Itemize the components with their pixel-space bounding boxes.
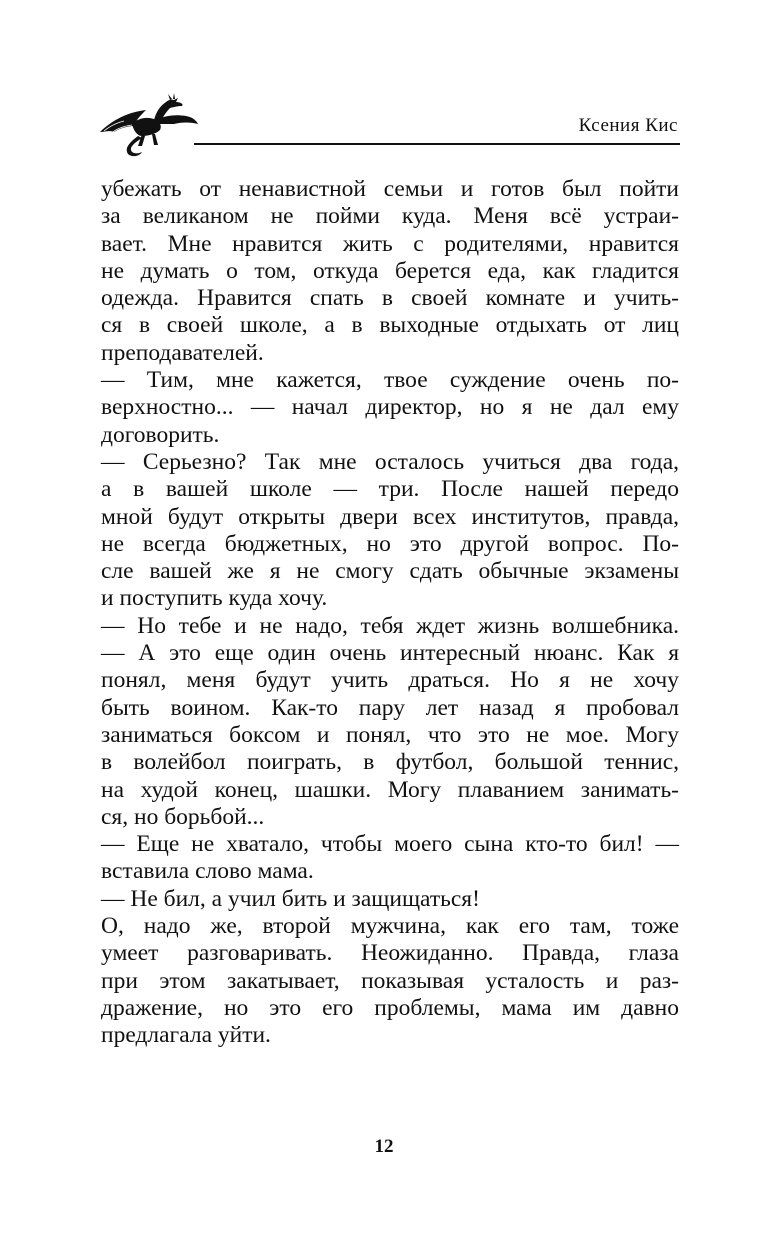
text-line: сле вашей же я не смогу сдать обычные экзамены bbox=[101, 558, 679, 585]
text-line: не всегда бюджетных, но это другой вопрос. По- bbox=[101, 530, 679, 557]
author-name: Ксения Кис bbox=[578, 115, 678, 136]
text-line: вставила слово мама. bbox=[101, 858, 314, 885]
text-line: — А это еще один очень интересный нюанс. Как я bbox=[101, 640, 679, 667]
header-rule bbox=[194, 143, 680, 145]
text-line: дражение, но это его проблемы, мама им давно bbox=[101, 994, 679, 1021]
text-line: за великаном не пойми куда. Меня всё устраи- bbox=[101, 203, 679, 230]
page-number: 12 bbox=[374, 1136, 394, 1157]
body-text bbox=[101, 176, 679, 1050]
text-line: — Не бил, а учил бить и защищаться! bbox=[101, 885, 480, 912]
text-line: понял, меня будут учить драться. Но я не хочу bbox=[101, 667, 679, 694]
text-line: на худой конец, шашки. Могу плаванием занимать- bbox=[101, 776, 679, 803]
text-line: одежда. Нравится спать в своей комнате и учить- bbox=[101, 285, 679, 312]
text-line: ся в своей школе, а в выходные отдыхать от лиц bbox=[101, 312, 679, 339]
text-line: преподавателей. bbox=[101, 339, 264, 366]
text-line: быть воином. Как-то пару лет назад я пробовал bbox=[101, 694, 679, 721]
text-line: верхностно... — начал директор, но я не дал ему bbox=[101, 394, 679, 421]
running-header bbox=[98, 90, 680, 160]
text-line: предлагала уйти. bbox=[101, 1022, 271, 1049]
text-line: заниматься боксом и понял, что это не мое. Могу bbox=[101, 721, 679, 748]
text-line: в волейбол поиграть, в футбол, большой теннис, bbox=[101, 749, 679, 776]
text-line: договорить. bbox=[101, 421, 220, 448]
text-line: — Серьезно? Так мне осталось учиться два года, bbox=[101, 448, 679, 475]
text-line: мной будут открыты двери всех институтов, правда, bbox=[101, 503, 679, 530]
dragon-icon bbox=[98, 90, 200, 160]
text-line: ся, но борьбой... bbox=[101, 803, 265, 830]
text-line: — Еще не хватало, чтобы моего сына кто-то бил! — bbox=[101, 831, 679, 858]
text-line: не думать о том, откуда берется еда, как гладится bbox=[101, 257, 679, 284]
text-line: умеет разговаривать. Неожиданно. Правда, глаза bbox=[101, 940, 679, 967]
text-line: а в вашей школе — три. После нашей передо bbox=[101, 476, 679, 503]
text-line: и поступить куда хочу. bbox=[101, 585, 328, 612]
text-line: О, надо же, второй мужчина, как его там, тоже bbox=[101, 913, 679, 940]
text-line: убежать от ненавистной семьи и готов был пойти bbox=[101, 176, 679, 202]
text-line: вает. Мне нравится жить с родителями, нравится bbox=[101, 230, 679, 257]
text-line: при этом закатывает, показывая усталость и раз- bbox=[101, 967, 679, 994]
text-line: — Но тебе и не надо, тебя ждет жизнь волшебника. bbox=[101, 612, 679, 639]
text-line: — Тим, мне кажется, твое суждение очень по- bbox=[101, 367, 679, 394]
